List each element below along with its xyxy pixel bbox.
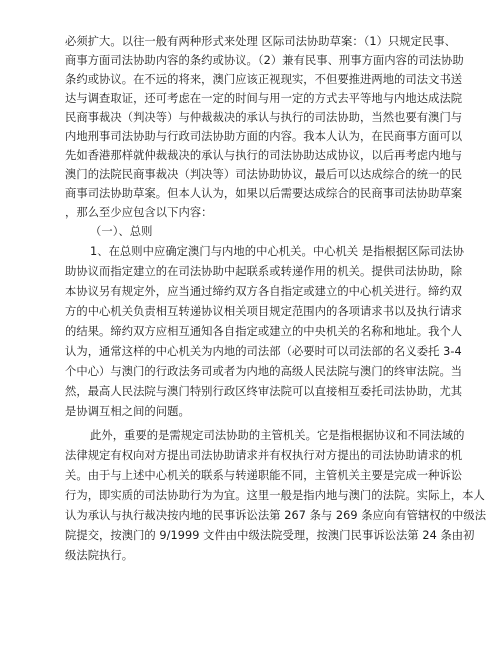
text-line: 条约或协议。在不远的将来，澳门应该正视现实，不但要推进两地的司法文书送 bbox=[65, 73, 463, 86]
text-line: 院提交，按澳门的 9/1999 文件由中级法院受理，按澳门民事诉讼法第 24 条由初 bbox=[65, 529, 475, 542]
text-line: 法律规定有权向对方提出司法协助请求并有权执行对方提出的司法协助请求的机 bbox=[65, 449, 463, 462]
text-line: 认为，通常这样的中心机关为内地的司法部（必要时可以司法部的名义委托 3-4 bbox=[65, 345, 462, 358]
text-line: 行为，即实质的司法协助行为为宜。这里一般是指内地与澳门的法院。实际上，本人 bbox=[65, 489, 485, 502]
text-line: 的结果。缔约双方应相互通知各自指定或建立的中央机关的名称和地址。我个人 bbox=[65, 325, 463, 338]
text-line: 本协议另有规定外，应当通过缔约双方各自指定或建立的中心机关进行。缔约双 bbox=[65, 285, 463, 298]
text-line: 此外，重要的是需规定司法协助的主管机关。它是指根据协议和不同法域的 bbox=[90, 429, 465, 442]
text-line: 关。由于与上述中心机关的联系与转递职能不同，主管机关主要是完成一种诉讼 bbox=[65, 469, 463, 482]
section-heading: （一）、总则 bbox=[90, 225, 153, 238]
text-line: 个中心）与澳门的行政法务司或者为内地的高级人民法院与澳门的终审法院。当 bbox=[65, 365, 463, 378]
text-line: 内地刑事司法协助与行政司法协助方面的内容。我本人认为，在民商事方面可以 bbox=[65, 130, 463, 143]
text-line: 然，最高人民法院与澳门特别行政区终审法院可以直接相互委托司法协助，尤其 bbox=[65, 385, 463, 398]
text-line: 澳门的法院民商事裁决（判决等）司法协助协议，最后可以达成综合的统一的民 bbox=[65, 168, 463, 181]
text-line: 认为承认与执行裁决按内地的民事诉讼法第 267 条与 269 条应向有管辖权的中级法 bbox=[65, 509, 487, 522]
text-line: 商事司法协助草案。但本人认为，如果以后需要达成综合的民商事司法协助草案 bbox=[65, 187, 463, 200]
text-line: 先如香港那样就仲裁裁决的承认与执行的司法协助达成协议，以后再考虑内地与 bbox=[65, 149, 463, 162]
text-line: 必须扩大。以往一般有两种形式来处理 区际司法协助草案：（1）只规定民事、 bbox=[65, 35, 457, 48]
text-line: 级法院执行。 bbox=[65, 549, 134, 562]
text-line: 达与调查取证，还可考虑在一定的时间与用一定的方式去平等地与内地达成法院 bbox=[65, 92, 463, 105]
text-line: 民商事裁决（判决等）与仲裁裁决的承认与执行的司法协助，当然也要有澳门与 bbox=[65, 111, 463, 124]
text-line: 是协调互相之间的问题。 bbox=[65, 405, 190, 418]
text-line: 方的中心机关负责相互转递协议相关项目规定范围内的各项请求书以及执行请求 bbox=[65, 305, 463, 318]
text-line: 助协议而指定建立的在司法协助中起联系或转递作用的机关。提供司法协助，除 bbox=[65, 265, 463, 278]
text-line: 商事方面司法协助内容的条约或协议。（2）兼有民事、刑事方面内容的司法协助 bbox=[65, 54, 464, 67]
text-line: 1、在总则中应确定澳门与内地的中心机关。中心机关 是指根据区际司法协 bbox=[90, 245, 464, 258]
text-line: ，那么至少应包含以下内容： bbox=[65, 206, 213, 219]
